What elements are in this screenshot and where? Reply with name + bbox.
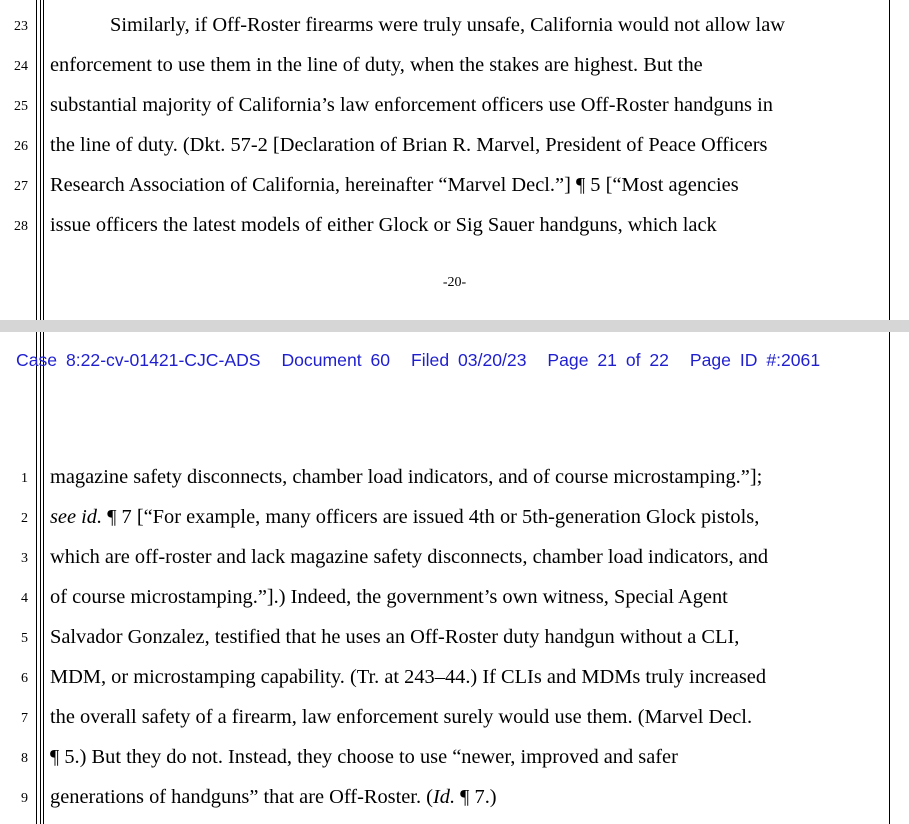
line-number: 6 (21, 671, 28, 686)
right-margin-rule (889, 332, 890, 824)
body-line: enforcement to use them in the line of duty, when the stakes are highest. But the (50, 54, 703, 76)
filed-date: Filed 03/20/23 (410, 350, 527, 370)
body-line: which are off-roster and lack magazine safety disconnects, chamber load indicators, and (50, 546, 769, 568)
line-number: 25 (14, 99, 28, 114)
body-line: of course microstamping.”].) Indeed, the government’s own witness, Special Agent (50, 586, 728, 608)
line-number: 4 (21, 591, 28, 606)
body-line: MDM, or microstamping capability. (Tr. at 243–44.) If CLIs and MDMs truly increased (50, 666, 767, 688)
line-number: 2 (21, 511, 28, 526)
line-number: 28 (14, 219, 28, 234)
body-line: issue officers the latest models of either Glock or Sig Sauer handguns, which lack (50, 214, 717, 236)
page-separator (0, 320, 909, 332)
document-number: Document 60 (281, 350, 391, 370)
line-number: 3 (21, 551, 28, 566)
margin-rule (36, 332, 37, 824)
document-page-20 (0, 0, 909, 320)
body-line: the overall safety of a firearm, law enforcement surely would use them. (Marvel Decl. (50, 706, 753, 728)
page-id: Page ID #:2061 (689, 350, 821, 370)
line-number: 27 (14, 179, 28, 194)
citation-italic: Id. (432, 786, 456, 808)
line-number: 23 (14, 19, 28, 34)
right-margin-rule (889, 0, 890, 320)
margin-rule (36, 0, 37, 320)
line-number: 8 (21, 751, 28, 766)
body-line: substantial majority of California’s law enforcement officers use Off-Roster handguns in (50, 94, 773, 116)
case-header (16, 350, 832, 371)
page-number: -20- (442, 275, 467, 290)
citation-italic: see id. (50, 506, 103, 528)
document-page-21 (0, 332, 909, 824)
case-number: Case 8:22-cv-01421-CJC-ADS (16, 350, 261, 370)
line-number: 26 (14, 139, 28, 154)
margin-rule (43, 0, 44, 320)
body-line: see id. ¶ 7 [“For example, many officers are issued 4th or 5th-generation Glock pistols, (50, 506, 760, 528)
line-number: 9 (21, 791, 28, 806)
line-number: 1 (21, 471, 28, 486)
body-line: ¶ 5.) But they do not. Instead, they choose to use “newer, improved and safer (50, 746, 678, 768)
line-number: 24 (14, 59, 28, 74)
margin-rule (43, 332, 44, 824)
margin-rule (40, 0, 41, 320)
body-line: Research Association of California, hereinafter “Marvel Decl.”] ¶ 5 [“Most agencies (50, 174, 739, 196)
body-line: magazine safety disconnects, chamber load indicators, and of course microstamping.”]; (50, 466, 763, 488)
line-number: 5 (21, 631, 28, 646)
body-line: Similarly, if Off-Roster firearms were truly unsafe, California would not allow law (110, 14, 785, 36)
margin-rule (40, 332, 41, 824)
body-line: generations of handguns” that are Off-Roster. (Id. ¶ 7.) (50, 786, 497, 808)
body-line: Salvador Gonzalez, testified that he uses an Off-Roster duty handgun without a CLI, (50, 626, 740, 648)
page-of: Page 21 of 22 (547, 350, 669, 370)
body-line: the line of duty. (Dkt. 57-2 [Declaration of Brian R. Marvel, President of Peace Officers (50, 134, 768, 156)
line-number: 7 (21, 711, 28, 726)
